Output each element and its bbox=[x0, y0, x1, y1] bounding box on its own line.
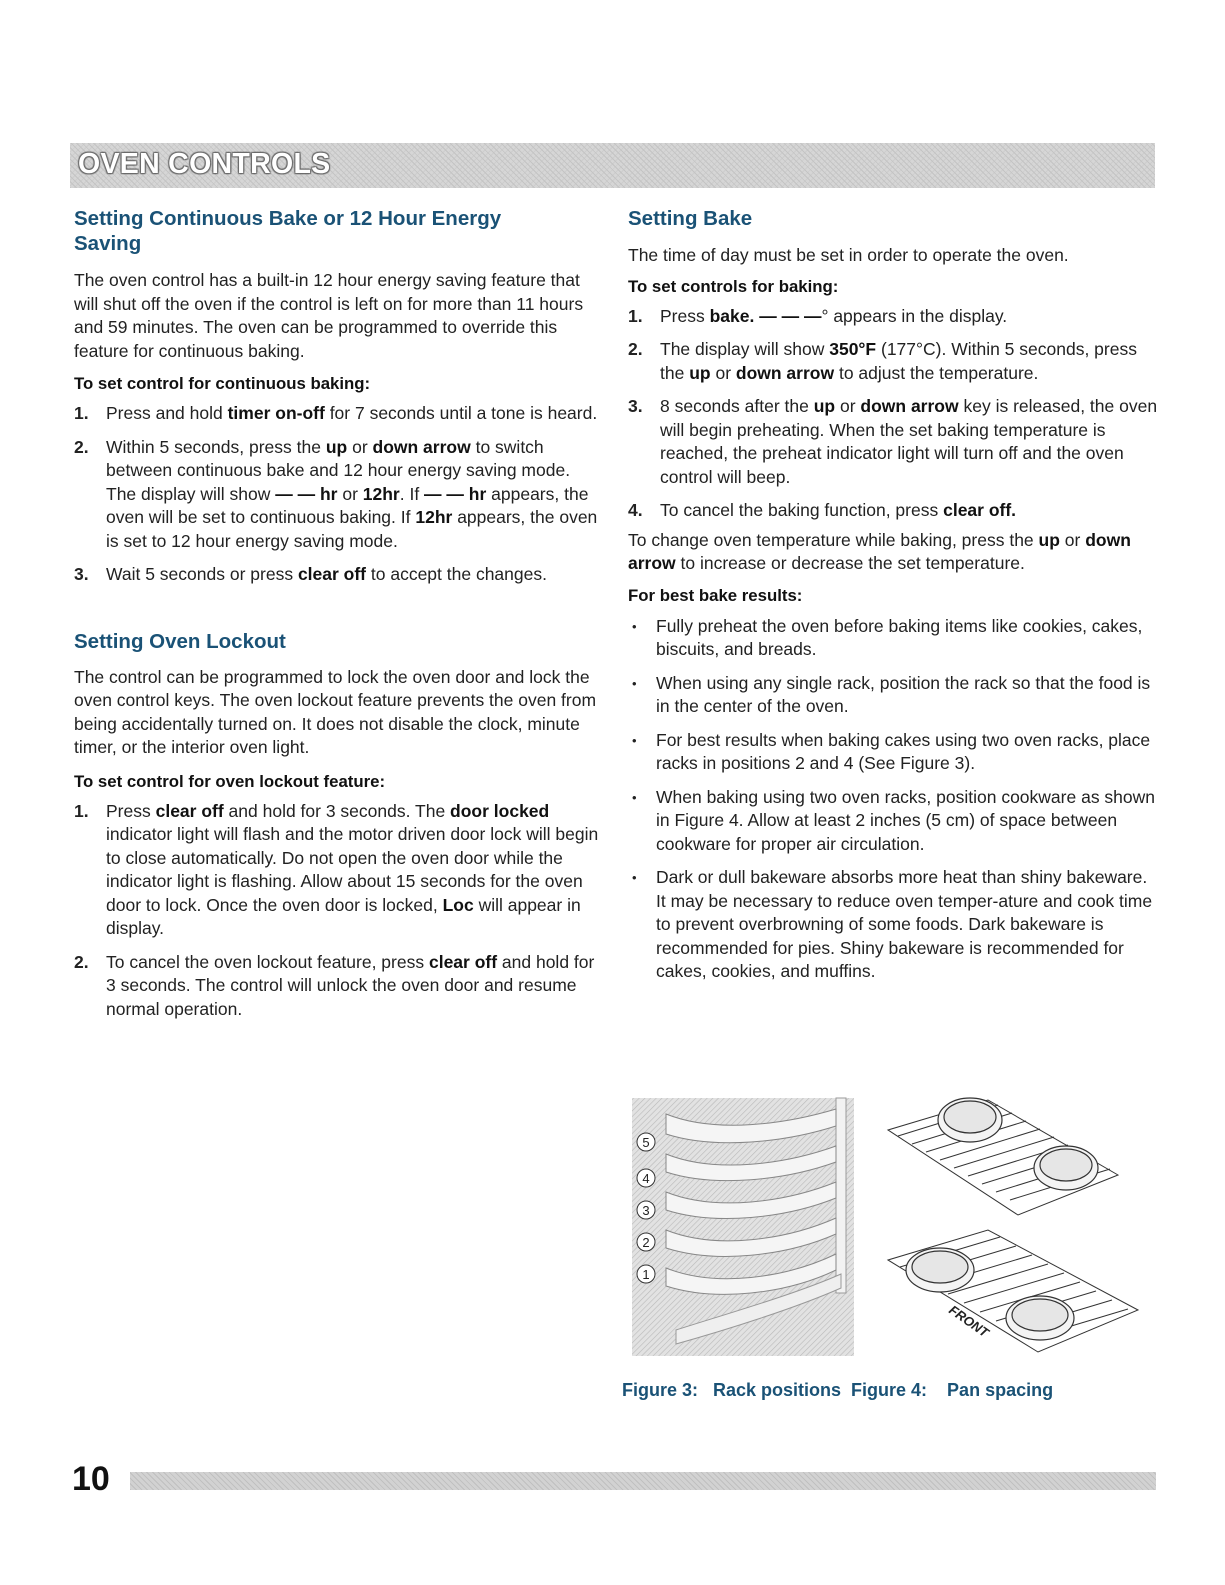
bullet-text: Dark or dull bakeware absorbs more heat than shiny bakeware. It may be necessary to reduce oven temper-ature and cook time to prevent overbrowning of some foods. Dark bakeware is recommended for pies. Shiny bakeware is recommended for cakes, cookies, and muffins. bbox=[656, 867, 1153, 981]
display-12hr: 12hr bbox=[415, 507, 453, 527]
step-text: will appear in display. bbox=[106, 894, 581, 938]
step-number: 2. bbox=[74, 951, 89, 972]
step-text: Press bbox=[106, 800, 156, 821]
step-number: 1. bbox=[74, 800, 89, 821]
best-results-subhead: For best bake results: bbox=[628, 585, 803, 605]
bullet-icon: • bbox=[632, 789, 637, 805]
oven-lockout-title: Setting Oven Lockout bbox=[74, 629, 286, 653]
key-timer-on-off: timer on-off bbox=[227, 403, 325, 423]
continuous-bake-section bbox=[74, 206, 602, 587]
bullet-item bbox=[628, 615, 1160, 662]
bullet-text: For best results when baking cakes using two oven racks, place racks in positions 2 and 4 (See Figure 3). bbox=[656, 729, 1151, 773]
step-text: and hold for 3 seconds. The bbox=[223, 800, 451, 821]
bullet-icon: • bbox=[632, 675, 637, 691]
step-text: for 7 seconds until a tone is heard. bbox=[324, 403, 598, 423]
display-hr: — — hr bbox=[275, 483, 338, 504]
step-text: Press bbox=[660, 305, 710, 326]
best-results-list bbox=[628, 615, 1160, 984]
bullet-item bbox=[628, 729, 1160, 776]
step-item bbox=[628, 305, 1160, 329]
key-clear-off: clear off. bbox=[943, 500, 1017, 520]
continuous-bake-steps bbox=[74, 402, 602, 587]
key-up: up bbox=[1038, 529, 1060, 550]
change-temperature-text bbox=[628, 529, 1160, 576]
oven-lockout-intro: The control can be programmed to lock the oven door and lock the oven control keys. The oven lockout feature prevents the oven from being accidentally turned on. It does not disable the clock, minute timer, or the interior oven light. bbox=[74, 666, 597, 757]
setting-bake-steps bbox=[628, 305, 1160, 523]
indicator-door-locked: door locked bbox=[450, 800, 550, 821]
step-text: Press and hold bbox=[106, 403, 228, 423]
step-text: . If bbox=[399, 483, 425, 504]
setting-bake-subhead: To set controls for baking: bbox=[628, 276, 839, 296]
step-text: to switch between continuous bake and 12 hour energy saving mode. The display will show bbox=[106, 436, 571, 504]
key-up: up bbox=[325, 436, 348, 457]
change-text: or bbox=[1059, 529, 1086, 550]
step-text: The display will show bbox=[660, 339, 830, 359]
key-clear-off: clear off bbox=[297, 564, 367, 584]
key-clear-off: clear off bbox=[155, 800, 224, 821]
bullet-icon: • bbox=[632, 618, 637, 634]
step-item bbox=[74, 563, 602, 587]
step-item bbox=[74, 951, 602, 1022]
step-text: to accept the changes. bbox=[366, 564, 547, 584]
key-down-arrow: down arrow bbox=[735, 362, 835, 383]
figures-area bbox=[626, 1090, 1156, 1370]
step-text: 8 seconds after the bbox=[660, 396, 814, 416]
key-down-arrow: down arrow bbox=[628, 529, 1131, 573]
step-text: ° appears in the display. bbox=[821, 305, 1008, 326]
setting-bake-intro: The time of day must be set in order to operate the oven. bbox=[628, 245, 1069, 265]
step-text: Wait 5 seconds or press bbox=[106, 564, 298, 584]
key-clear-off: clear off bbox=[428, 951, 498, 972]
step-text: or bbox=[710, 362, 736, 383]
step-text: key is released, the oven will begin preheating. When the set baking temperature is reached, the preheat indicator light will turn off and the oven control will beep. bbox=[660, 396, 1158, 487]
page-title: OVEN CONTROLS bbox=[78, 148, 331, 180]
display-350f: 350°F bbox=[829, 339, 877, 359]
front-label: FRONT bbox=[946, 1302, 992, 1341]
oven-lockout-section bbox=[74, 629, 602, 1022]
rack-positions-figure bbox=[626, 1094, 858, 1359]
step-number: 2. bbox=[628, 339, 643, 359]
step-number: 1. bbox=[74, 403, 89, 423]
step-text: (177°C). Within 5 seconds, press the bbox=[660, 339, 1137, 383]
key-down-arrow: down arrow bbox=[860, 396, 959, 416]
change-text: to increase or decrease the set temperature. bbox=[675, 553, 1025, 573]
setting-bake-section bbox=[628, 206, 1160, 984]
step-text: To cancel the baking function, press bbox=[660, 500, 944, 520]
bullet-item bbox=[628, 672, 1160, 719]
step-text: indicator light will flash and the motor driven door lock will begin to close automatically. Do not open the oven door while the indicator light is flashing. Allow about 15 seconds for the oven door to lock. Once the oven door is locked, bbox=[106, 824, 599, 915]
key-bake: bake. bbox=[709, 305, 755, 326]
bullet-text: Fully preheat the oven before baking items like cookies, cakes, biscuits, and breads. bbox=[656, 615, 1143, 659]
step-text: and hold for 3 seconds. The control will unlock the oven door and resume normal operation. bbox=[106, 951, 595, 1019]
footer-bar bbox=[130, 1472, 1156, 1490]
step-number: 4. bbox=[628, 500, 643, 520]
bullet-item bbox=[628, 866, 1160, 984]
bullet-text: When baking using two oven racks, position cookware as shown in Figure 4. Allow at least 2 inches (5 cm) of space between cookware for proper air circulation. bbox=[656, 786, 1156, 854]
step-text: or bbox=[835, 396, 861, 416]
step-item bbox=[74, 800, 602, 941]
left-column bbox=[74, 206, 602, 1031]
rack-label-3: 3 bbox=[642, 1203, 650, 1218]
rack-label-1: 1 bbox=[642, 1267, 650, 1282]
step-text: appears, the oven is set to 12 hour energy saving mode. bbox=[106, 507, 598, 551]
setting-bake-title: Setting Bake bbox=[628, 207, 753, 230]
step-text: or bbox=[347, 436, 373, 457]
bullet-text: When using any single rack, position the rack so that the food is in the center of the oven. bbox=[656, 672, 1151, 716]
step-text: to adjust the temperature. bbox=[834, 362, 1039, 383]
bullet-item bbox=[628, 786, 1160, 857]
figure-captions: Figure 3: Rack positions Figure 4: Pan spacing bbox=[622, 1380, 1054, 1400]
continuous-bake-title: Setting Continuous Bake or 12 Hour Energy Saving bbox=[74, 207, 502, 255]
right-column bbox=[628, 206, 1160, 994]
step-item bbox=[628, 499, 1160, 523]
page-number: 10 bbox=[72, 1460, 110, 1498]
display-loc: Loc bbox=[442, 894, 474, 915]
step-number: 2. bbox=[74, 436, 89, 457]
key-up: up bbox=[813, 396, 836, 416]
step-item bbox=[74, 436, 602, 554]
header-banner bbox=[70, 143, 1155, 188]
pan-spacing-figure bbox=[878, 1090, 1148, 1365]
step-item bbox=[628, 395, 1160, 489]
display-hr: — — hr bbox=[424, 483, 487, 504]
oven-lockout-subhead: To set control for oven lockout feature: bbox=[74, 771, 386, 791]
bullet-icon: • bbox=[632, 732, 637, 748]
step-number: 3. bbox=[74, 564, 89, 584]
change-text: To change oven temperature while baking, press the bbox=[628, 529, 1039, 550]
rack-label-4: 4 bbox=[642, 1171, 650, 1186]
key-down-arrow: down arrow bbox=[372, 436, 471, 457]
oven-lockout-steps bbox=[74, 800, 602, 1022]
bullet-icon: • bbox=[632, 870, 637, 885]
display-12hr: 12hr bbox=[362, 483, 400, 504]
step-item bbox=[628, 338, 1160, 385]
step-text: Within 5 seconds, press the bbox=[106, 436, 326, 457]
step-text: appears, the oven will be set to continuous baking. If bbox=[106, 483, 589, 527]
continuous-bake-intro: The oven control has a built-in 12 hour energy saving feature that will shut off the oven if the control is left on for more than 11 hours and 59 minutes. The oven can be programmed to override this feature for continuous baking. bbox=[74, 270, 584, 361]
step-item bbox=[74, 402, 602, 426]
continuous-bake-subhead: To set control for continuous baking: bbox=[74, 374, 371, 393]
step-text: or bbox=[337, 483, 363, 504]
rack-label-5: 5 bbox=[642, 1135, 650, 1150]
step-number: 3. bbox=[628, 396, 643, 416]
display-dashes: — — — bbox=[759, 305, 822, 326]
step-number: 1. bbox=[628, 305, 643, 326]
rack-label-2: 2 bbox=[642, 1235, 650, 1250]
key-up: up bbox=[689, 362, 711, 383]
step-text: To cancel the oven lockout feature, press bbox=[106, 951, 429, 972]
